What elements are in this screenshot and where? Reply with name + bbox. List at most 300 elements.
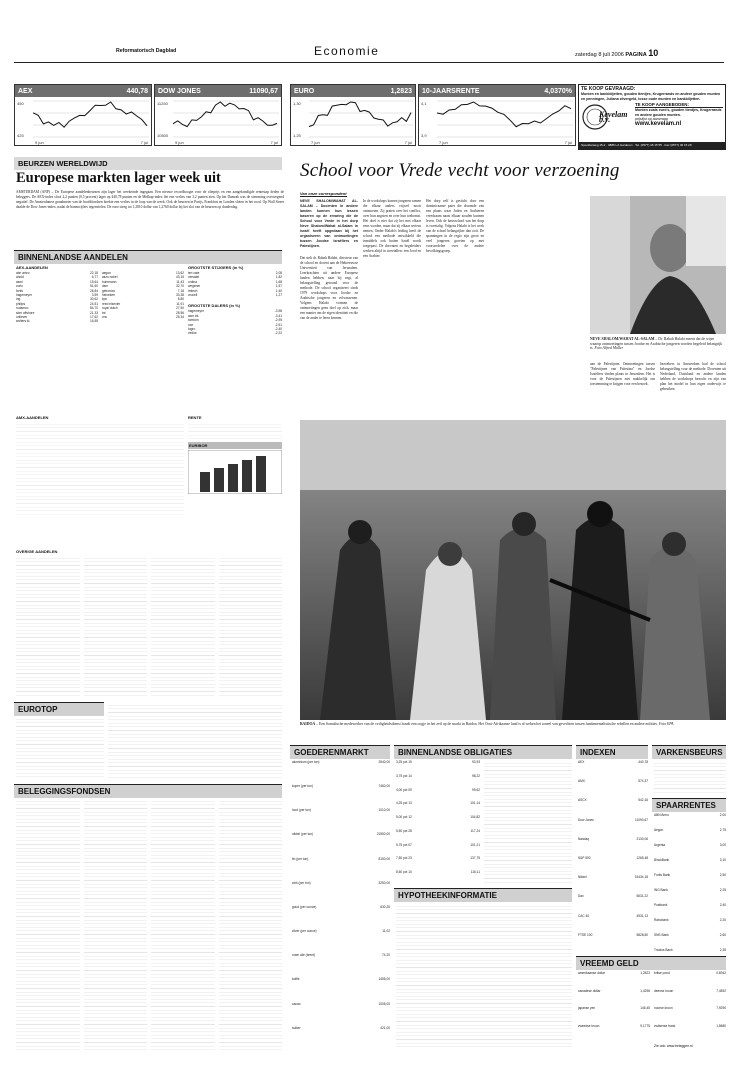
row-label: ten cate: [188, 271, 200, 275]
ad-text: Munten en bankbiljetten, gouden tientjes, Krugerrands en andere gouden munten en penningen, Juliana zilvergeld, losse oude munten en bankbiljetten.: [581, 92, 721, 101]
table-row: [654, 1006, 726, 1024]
row-label: Fortis Bank: [654, 873, 671, 877]
table-row: [654, 828, 726, 843]
row-label: dsm: [102, 284, 109, 289]
footer-link[interactable]: Zie ook: www.beleggen.nl: [654, 1044, 693, 1048]
row-value: 137,75: [470, 856, 480, 861]
row-label: Nikkei: [578, 875, 587, 880]
row-label: ing: [16, 297, 21, 302]
table-row: [292, 1002, 390, 1026]
row-label: 8,50 pct 10: [396, 870, 412, 875]
dalers-title: GROOTSTE DALERS (in %): [188, 303, 240, 309]
table-row: [396, 801, 480, 815]
table-row: [396, 856, 480, 870]
stijgers-title: GROOTSTE STIJGERS (in %): [188, 265, 244, 270]
main-col3: Het dorp zelf is gesticht door een dominicaanse pater die droomde van een plaats waar Joden en Arabieren vreedzaam naast elkaar zouden kunnen leven. Ook de basisschool van het dorp is tweetalig. Volgens Halabi is het werk van de school belangrijker dan ooit. De spanningen in de regio zijn groot en veel jongeren groeien op met vooroordelen over de andere bevolkingsgroep.: [426, 199, 484, 253]
row-value: 1455,00: [378, 977, 390, 982]
row-value: 421,00: [380, 1025, 390, 1030]
row-label: tomtom: [188, 318, 199, 323]
row-label: Rabobank: [654, 918, 669, 922]
row-value: 99,62: [472, 787, 480, 792]
table-row: [654, 858, 726, 873]
main-col2: In de workshops komen jongeren samen die elkaar anders vrijwel nooit ontmoeten. Zij praten over het conflict, over hun angsten en over hun toekomst. Het doel is niet dat zij het met elkaar eens worden, maar dat zij elkaar serieus nemen. Onder Halabi's leiding heeft de school een methode ontwikkeld die inmiddels ook buiten Israël wordt toegepast. De docenten en begeleiders werken altijd in tweetallen: een Jood en een Arabier.: [363, 199, 421, 258]
table-row: [654, 989, 726, 1007]
chart-value: 1,2823: [390, 87, 412, 95]
row-value: 1,40: [275, 288, 282, 293]
amx-rows: [16, 421, 184, 517]
table-row: [396, 815, 480, 829]
row-value: 2,25: [719, 888, 726, 892]
table-row: [396, 760, 480, 774]
row-value: 93,93: [472, 760, 480, 764]
aex-table-title: AEX-AANDELEN: [16, 265, 48, 270]
table-row: [396, 829, 480, 843]
euribor-chart: [188, 450, 282, 494]
row-label: ordina: [188, 279, 197, 284]
row-value: 32,70: [176, 284, 184, 289]
row-label: Dow Jones: [578, 817, 594, 822]
table-row: [654, 918, 726, 933]
left-kicker: BEURZEN WERELDWIJD: [14, 157, 282, 170]
chart-dow-jones: [154, 84, 282, 146]
row-value: 22,18: [90, 271, 98, 275]
row-label: kpn: [102, 297, 108, 302]
row-value: 2540,00: [378, 760, 390, 764]
table-row: [578, 818, 648, 837]
row-label: AMX: [578, 779, 585, 784]
chart-plot: [155, 97, 281, 145]
row-label: amerikaanse dollar: [578, 971, 605, 975]
row-value: 2,60: [719, 933, 726, 937]
row-value: 5828,80: [636, 932, 648, 937]
row-value: -3,41: [274, 313, 282, 318]
row-value: 7,18: [177, 288, 184, 293]
row-label: tnt: [102, 310, 106, 315]
table-row: [292, 1026, 390, 1050]
row-value: -2,40: [274, 327, 282, 332]
chart-name: AEX: [18, 87, 33, 95]
row-value: 74,20: [382, 953, 390, 958]
x-tick-from: 7 jun: [439, 140, 448, 145]
row-label: ABN Amro: [654, 813, 669, 817]
table-row: [654, 888, 726, 903]
aex-table: [16, 264, 184, 412]
y-tick-min: 3,9: [421, 133, 427, 138]
row-label: koper (per ton): [292, 784, 313, 789]
table-row: [292, 808, 390, 832]
row-label: asm int.: [188, 313, 200, 318]
row-value: 8150,00: [378, 856, 390, 861]
chart-head: [15, 85, 151, 97]
row-value: 542,16: [638, 798, 648, 803]
row-label: Dax: [578, 894, 584, 899]
y-tick-max: 11250: [157, 101, 168, 106]
row-value: 8,80: [177, 297, 184, 302]
main-byline: Van onze correspondent: [300, 191, 347, 196]
row-value: 1,68: [275, 279, 282, 284]
row-label: philips: [16, 301, 26, 306]
chart-aex: [14, 84, 152, 146]
table-row: [654, 873, 726, 888]
row-value: 4931,13: [636, 913, 648, 918]
row-label: 7,50 pct 23: [396, 856, 412, 861]
table-row: [578, 837, 648, 856]
sec-hypotheekinformatie: HYPOTHEEKINFORMATIE: [394, 888, 572, 902]
row-label: Aegon: [654, 828, 664, 832]
chart-plot: [419, 97, 575, 145]
chart-value: 440,78: [126, 87, 148, 95]
row-label: tin (per ton): [292, 856, 309, 861]
rente-rows: [188, 421, 282, 441]
row-value: 101,14: [470, 801, 480, 806]
left-body: AMSTERDAM (ANP) – De Europese aandelenbeurzen zijn lager het weekeinde ingegaan. Een nieuwe recordhoogte voor de olieprijs en een aangekondigde rentestap deden de beleggers. De AEX-index sloot 2,2 punten (0,5 procent) lager op 440,78 punten en de Midkap-index liet een verlies van 3,2 punten zien. Op het Damrak was de stemming overwegend negatief. De Amsterdamse graadmeter van de hoofdfondsen boekte een verlies in de loop van de week. Ook de beurzen in Parijs, Frankfurt en Londen sloten in het rood. Op Wall Street daalde de Dow Jones-index, nadat de banencijfers tegenvielen. De euro steeg tot 1,2810 dollar van 1,2760 dollar bij het slot van de beurzen op donderdag.: [16, 190, 284, 209]
portrait-illustration: [590, 196, 726, 334]
vreemdgeld-table: [578, 971, 726, 1041]
row-label: 4,25 pct 13: [396, 801, 412, 806]
row-label: 5,00 pct 12: [396, 815, 412, 820]
table-row: [578, 971, 650, 989]
x-tick-from: 7 jun: [311, 140, 320, 145]
row-label: reed elsevier: [102, 301, 121, 306]
main-col5: bezoekers in Amsterdam had de school belangstelling voor de methode. Docenten uit Nederland, Duitsland en andere landen hebben de workshops bezocht en zijn van plan het model in hun eigen onderwijs te gebruiken.: [660, 362, 726, 391]
row-label: britse pond: [654, 971, 670, 975]
chart-value: 11090,67: [249, 87, 278, 95]
table-row: [654, 971, 726, 989]
row-label: sbm offshore: [16, 310, 35, 315]
table-row: [578, 760, 648, 779]
row-label: deense kroon: [654, 988, 674, 993]
y-tick-max: 450: [17, 101, 24, 106]
row-label: Argenta: [654, 843, 666, 847]
table-row: [578, 1024, 650, 1042]
table-row: [654, 843, 726, 858]
table-row: [654, 1024, 726, 1042]
amx-table-title: AMX-AANDELEN: [16, 415, 49, 420]
table-row: [292, 929, 390, 953]
row-value: 1,4296: [640, 988, 650, 993]
row-value: 3250,00: [378, 880, 390, 885]
row-value: 30,62: [90, 297, 98, 302]
row-value: 2,00: [719, 813, 726, 817]
sec-binnenlandse-aandelen: BINNENLANDSE AANDELEN: [14, 250, 282, 264]
y-tick-max: 1,30: [293, 101, 301, 106]
row-label: japanse yen: [578, 1006, 596, 1010]
row-label: asml: [16, 279, 23, 284]
row-label: CAC 40: [578, 913, 590, 918]
table-row: [396, 843, 480, 857]
row-value: 1,5680: [716, 1023, 726, 1028]
row-label: FTSE 100: [578, 932, 593, 937]
row-label: abn amro: [16, 271, 30, 275]
row-value: 15434,18: [634, 875, 648, 880]
page-date: zaterdag 8 juli 2006 PAGINA 10: [575, 48, 659, 58]
row-label: S&P 500: [578, 855, 591, 860]
row-value: 1010,00: [378, 808, 390, 813]
row-value: 15,64: [90, 279, 98, 284]
x-tick-from: 9 jun: [35, 140, 44, 145]
series-line: [33, 102, 147, 127]
row-label: vnu: [102, 315, 108, 320]
row-label: zweedse kroon: [578, 1023, 600, 1028]
table-row: [396, 774, 480, 788]
obligaties-rows-right: [484, 760, 572, 884]
row-label: ruwe olie (brent): [292, 953, 316, 958]
chart-head: [155, 85, 281, 97]
row-value: 13,62: [176, 271, 184, 275]
sec-vreemd-geld: VREEMD GELD: [576, 956, 726, 970]
table-row: [102, 315, 184, 319]
row-label: wolters kl.: [16, 319, 31, 324]
x-tick-to: 7 jul: [564, 140, 572, 145]
kevelam-ad: [578, 84, 726, 150]
obligaties-table: [396, 760, 480, 884]
row-value: 6,77: [91, 275, 98, 280]
row-value: 9,1775: [640, 1023, 650, 1028]
varkensbeurs-rows: [654, 760, 726, 794]
row-value: 1,82: [275, 275, 282, 280]
row-label: cacao: [292, 1001, 301, 1006]
row-label: heineken: [102, 293, 115, 298]
table-row: [292, 977, 390, 1001]
table-row: [578, 914, 648, 933]
row-value: 574,37: [638, 779, 648, 784]
row-value: 2130,06: [636, 836, 648, 841]
row-label: fortis: [16, 288, 23, 293]
sec-binnenlandse-obligaties: BINNENLANDSE OBLIGATIES: [394, 745, 572, 759]
kevelam-logo: [581, 103, 633, 131]
market-illustration: [300, 420, 726, 720]
chart-plot: [291, 97, 415, 145]
table-row: [292, 857, 390, 881]
sec-spaarrentes: SPAARRENTES: [652, 798, 726, 812]
amx-table: [16, 414, 184, 518]
row-value: 25,34: [176, 315, 184, 320]
left-headline: Europese markten lager week uit: [16, 170, 221, 186]
row-label: AEX: [578, 760, 585, 764]
table-row: [292, 881, 390, 905]
header-rule: [14, 62, 724, 63]
indexen-table: [578, 760, 648, 952]
y-tick-min: 10500: [157, 133, 169, 138]
row-label: vedior: [188, 331, 197, 336]
chart-value: 4,0370%: [544, 87, 572, 95]
ad-right-text: Munten zoals euro's, gouden tientjes, Krugerrands en andere gouden munten.: [635, 108, 722, 117]
row-value: 17,62: [90, 315, 98, 320]
row-value: 7,4592: [716, 988, 726, 993]
row-label: unilever: [16, 315, 28, 320]
chart-head: [419, 85, 575, 97]
chart-euro: [290, 84, 416, 146]
section-title: Economie: [314, 44, 380, 58]
row-label: 5,75 pct 07: [396, 842, 412, 847]
baidoa-photo: [300, 420, 726, 720]
sec-indexen: INDEXEN: [576, 745, 648, 759]
y-tick-min: 1,25: [293, 133, 301, 138]
row-value: 11,02: [382, 929, 390, 934]
row-label: corio: [16, 284, 23, 289]
row-label: koffie: [292, 977, 300, 982]
chart-10-jaarsrente: [418, 84, 576, 146]
row-label: ASCX: [578, 798, 587, 803]
row-value: 146,45: [640, 1006, 650, 1010]
table-row: [578, 779, 648, 798]
row-label: noorse kroon: [654, 1006, 673, 1010]
row-value: -3,98: [274, 309, 282, 314]
table-row: [654, 933, 726, 948]
row-value: 98,22: [472, 773, 480, 778]
row-value: 1,57: [275, 284, 282, 289]
row-value: 630,25: [380, 904, 390, 909]
row-value: 5631,22: [636, 894, 648, 899]
row-label: suiker: [292, 1025, 301, 1030]
row-value: 101,21: [470, 842, 480, 847]
row-value: 1,2823: [640, 971, 650, 975]
y-tick-max: 4,1: [421, 101, 427, 106]
row-label: goud (per ounce): [292, 904, 317, 909]
table-row: [396, 870, 480, 884]
row-label: rodamco: [16, 306, 29, 311]
table-row: [16, 319, 98, 323]
row-value: 84,70: [90, 306, 98, 311]
row-value: -2,22: [274, 331, 282, 336]
row-label: SNS Bank: [654, 933, 669, 937]
row-value: 1265,48: [636, 855, 648, 860]
row-value: 2,08: [275, 271, 282, 275]
row-label: akzo nobel: [102, 275, 118, 280]
row-label: 4,00 pct 09: [396, 787, 412, 792]
overige-aandelen: [16, 548, 282, 698]
row-label: lood (per ton): [292, 808, 311, 813]
y-tick-min: 425: [17, 133, 24, 138]
row-value: 27,50: [176, 306, 184, 311]
row-value: 28,56: [176, 310, 184, 315]
table-row: [188, 293, 282, 297]
row-label: 3,25 pct 15: [396, 760, 412, 764]
series-line: [309, 102, 411, 127]
ad-right-sub: prijslijst op aanvraag: [635, 117, 668, 122]
row-label: Triodos Bank: [654, 948, 673, 952]
row-label: buhrmann: [102, 279, 117, 284]
photo2-caption: BAIDOA – Een Somalische medewerker van de veiligheidsdienst houdt een oogje in het zeil op de markt in Baidoa. Het Oost-Afrikaanse land is al weken het toneel van gevechten tussen fundamentalistische rebellen en andere milities. Foto EPA: [300, 722, 674, 726]
table-row: [578, 894, 648, 913]
photo1-caption: NEVE SHALOM/WAHAT AL-SALAM – Dr. Rabah Halabi meent dat de wijze waarop ontmoetingen tussen Joodse en Arabische jongeren worden begeleid belangrijk is. Foto Alfred Muller: [590, 337, 723, 351]
goederen-table: [292, 760, 390, 1050]
row-value: 2,75: [719, 828, 726, 832]
x-tick-from: 9 jun: [175, 140, 184, 145]
table-row: [292, 953, 390, 977]
row-value: 11090,67: [634, 817, 648, 822]
row-label: hagemeyer: [16, 293, 32, 298]
row-value: 11,91: [176, 301, 184, 306]
masthead: Reformatorisch Dagblad: [116, 48, 177, 54]
row-value: 21,33: [90, 310, 98, 315]
chart-name: 10-JAARSRENTE: [422, 87, 480, 95]
series-line: [173, 102, 277, 127]
row-label: 3,75 pct 14: [396, 773, 412, 778]
ad-company: Kevelam b.v.: [599, 110, 628, 125]
main-col1: Dat stelt dr. Rabah Halabi, directeur van de school en docent aan de Hebreeuwse Universiteit van Jeruzalem. Leerkrachten uit andere Europese landen hebben, naar hij zegt, al belangstelling getoond voor de methode. De school organiseert sinds 1979 workshops voor Joodse en Arabische jongeren en volwassenen. Volgens Halabi vormen de ontmoetingen geen doel op zich, maar een manier om de eigen identiteit en die van de ander te leren kennen.: [300, 256, 358, 320]
table-row: [578, 875, 648, 894]
row-value: 11,43: [176, 279, 184, 284]
row-label: Postbank: [654, 903, 668, 907]
row-value: 16,55: [90, 319, 98, 324]
table-row: [578, 798, 648, 817]
ad-address: Spoolderweg 15-2 · 3886 LA Garderen · Tel. (0577) 46 15 55 · Fax (0577) 46 15 29: [579, 142, 725, 149]
table-row: [654, 903, 726, 918]
row-label: oce: [188, 322, 194, 327]
row-value: 1,27: [275, 293, 282, 298]
row-value: 2,35: [719, 948, 726, 952]
row-value: 440,78: [638, 760, 648, 764]
x-tick-to: 7 jul: [270, 140, 278, 145]
chart-name: EURO: [294, 87, 315, 95]
row-value: 3,59: [91, 293, 98, 298]
row-value: -2,51: [274, 322, 282, 327]
row-value: 2,20: [719, 918, 726, 922]
hypotheek-rows: [396, 903, 572, 1049]
main-col4: aan de Palestijnen. Ontmoetingen tussen "Palestijnen van Palestina" en Joodse Israëliers vinden plaats in Jeruzalem. Het is voor de Palestijnen niet makkelijk om toestemming te krijgen voor een bezoek.: [590, 362, 655, 386]
row-value: 33,38: [176, 293, 184, 298]
spaarrentes-table: [654, 813, 726, 963]
chart-name: DOW JONES: [158, 87, 201, 95]
table-row: [578, 933, 648, 952]
row-value: 116,11: [470, 870, 480, 875]
row-label: aegon: [102, 271, 111, 275]
series-line: [437, 102, 571, 127]
row-value: 117,24: [470, 828, 480, 833]
row-label: getronics: [102, 288, 115, 293]
table-row: [292, 905, 390, 929]
row-value: 1005,00: [378, 1001, 390, 1006]
row-label: aluminium (per ton): [292, 760, 320, 764]
sec-eurotop: EUROTOP: [14, 702, 104, 716]
row-label: 5,50 pct 28: [396, 828, 412, 833]
beleggingsfondsen-table: [16, 798, 282, 1050]
row-label: fugro: [188, 327, 196, 332]
ad-url[interactable]: www.kevelam.nl: [635, 120, 682, 127]
row-value: 2,50: [719, 873, 726, 877]
row-label: Nasdaq: [578, 836, 589, 841]
rente-box: [188, 414, 282, 518]
row-label: zink (per ton): [292, 880, 311, 885]
table-row: [578, 856, 648, 875]
row-value: 0,6942: [716, 971, 726, 975]
row-label: versatel: [188, 275, 200, 280]
row-label: hagemeyer: [188, 309, 204, 314]
row-value: 51,60: [90, 284, 98, 289]
row-label: crucell: [188, 293, 198, 298]
overige-title: OVERIGE AANDELEN: [16, 549, 58, 554]
row-label: zwitserse frank: [654, 1023, 676, 1028]
chart-plot: [15, 97, 151, 145]
row-value: 24,51: [90, 301, 98, 306]
eurotop-rows: [16, 716, 104, 780]
table-row: [578, 989, 650, 1007]
sec-beleggingsfondsen: BELEGGINGSFONDSEN: [14, 784, 282, 798]
ad-title: TE KOOP GEVRAAGD:: [581, 86, 636, 92]
row-label: wegener: [188, 284, 201, 289]
table-row: [292, 760, 390, 784]
row-label: ahold: [16, 275, 24, 280]
row-value: 104,82: [470, 815, 480, 820]
table-row: [578, 1006, 650, 1024]
sec-varkensbeurs: VARKENSBEURS: [652, 745, 726, 759]
stijgers-dalers: [188, 264, 282, 412]
row-value: 3,10: [719, 858, 726, 862]
row-label: royal dutch: [102, 306, 118, 311]
row-label: imtech: [188, 288, 198, 293]
chart-head: [291, 85, 415, 97]
